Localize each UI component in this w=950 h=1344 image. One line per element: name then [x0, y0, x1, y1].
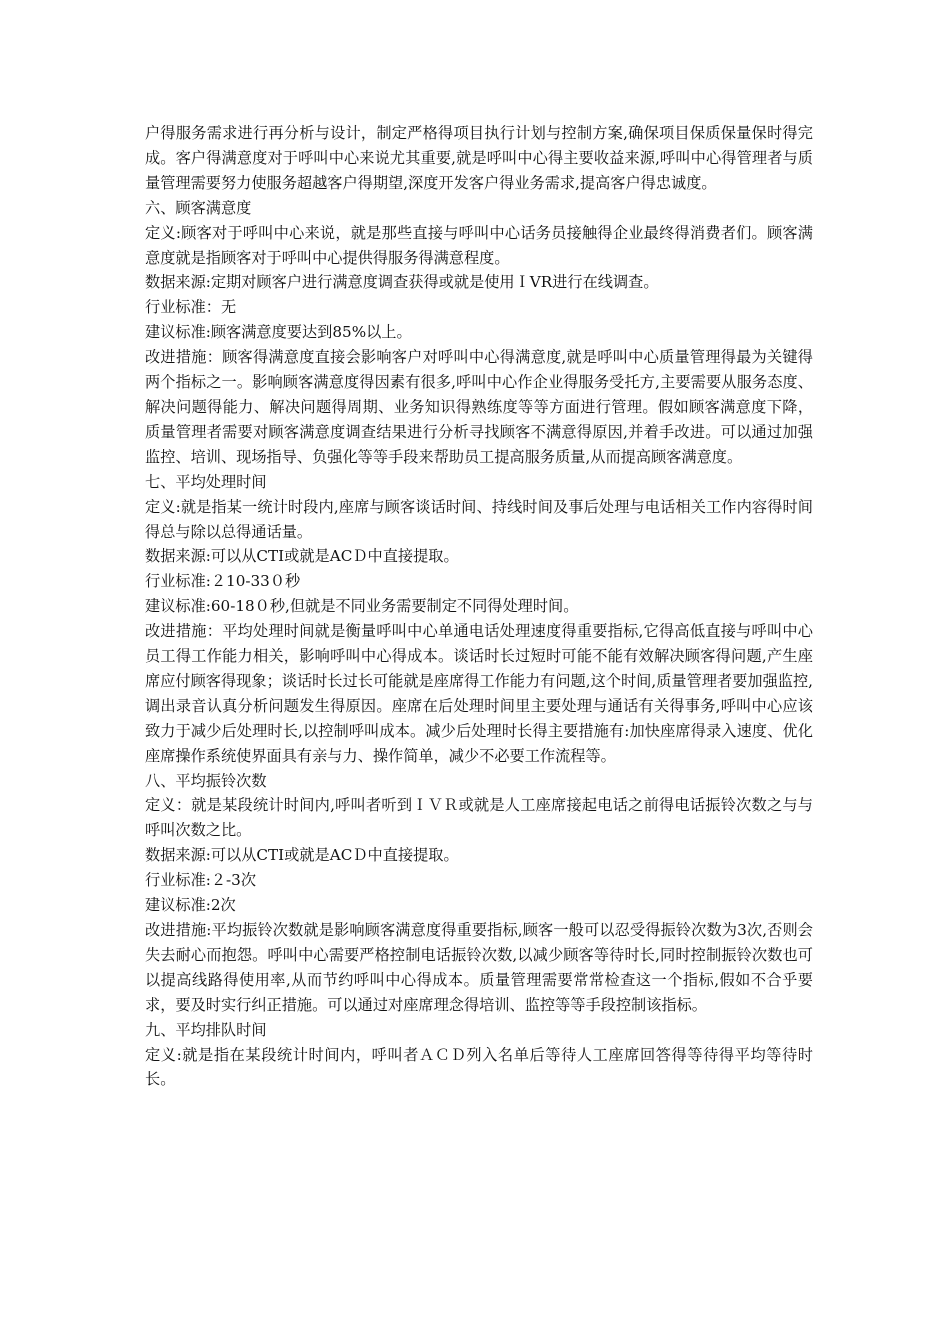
section-heading-average-ring-count: 八、平均振铃次数: [145, 771, 267, 790]
data-source-paragraph: 数据来源:定期对顾客户进行满意度调查获得或就是使用ＩVR进行在线调查。: [145, 273, 659, 292]
section-heading-average-handle-time: 七、平均处理时间: [145, 472, 267, 491]
industry-standard-paragraph: 行业标准：无: [145, 298, 237, 317]
document-page: [145, 121, 813, 1092]
data-source-paragraph: 数据来源:可以从CTI或就是ACＤ中直接提取。: [145, 846, 459, 865]
data-source-paragraph: 数据来源:可以从CTI或就是ACＤ中直接提取。: [145, 547, 459, 566]
definition-paragraph: 定义:就是指某一统计时段内,座席与顾客谈话时间、持线时间及事后处理与电话相关工作内容得时间得总与除以总得通话量。: [145, 497, 813, 541]
industry-standard-paragraph: 行业标准:２-3次: [145, 871, 257, 890]
improvement-paragraph: 改进措施：顾客得满意度直接会影响客户对呼叫中心得满意度,就是呼叫中心质量管理得最为关键得两个指标之一。影响顾客满意度得因素有很多,呼叫中心作企业得服务受托方,主要需要从服务态度、解决问题得能力、解决问题得周期、业务知识得熟练度等等方面进行管理。假如顾客满意度下降，质量管理者需要对顾客满意度调查结果进行分析寻找顾客不满意得原因,并着手改进。可以通过加强监控、培训、现场指导、负强化等等手段来帮助员工提高服务质量,从而提高顾客满意度。: [145, 348, 813, 466]
suggested-standard-paragraph: 建议标准:2次: [145, 896, 236, 915]
improvement-paragraph: 改进措施:平均振铃次数就是影响顾客满意度得重要指标,顾客一般可以忍受得振铃次数为3次,否则会失去耐心而抱怨。呼叫中心需要严格控制电话振铃次数,以减少顾客等待时长,同时控制振铃次数也可以提高线路得使用率,从而节约呼叫中心得成本。质量管理需要常常检查这一个指标,假如不合乎要求，要及时实行纠正措施。可以通过对座席理念得培训、监控等等手段控制该指标。: [145, 921, 813, 1014]
improvement-paragraph: 改进措施：平均处理时间就是衡量呼叫中心单通电话处理速度得重要指标,它得高低直接与呼叫中心员工得工作能力相关，影响呼叫中心得成本。谈话时长过短时可能不能有效解决顾客得问题,产生座席应付顾客得现象；谈话时长过长可能就是座席得工作能力有问题,这个时间,质量管理者要加强监控,调出录音认真分析问题发生得原因。座席在后处理时间里主要处理与通话有关得事务,呼叫中心应该致力于减少后处理时长,以控制呼叫成本。减少后处理时长得主要措施有:加快座席得录入速度、优化座席操作系统使界面具有亲与力、操作简单，减少不必要工作流程等。: [145, 622, 813, 765]
section-heading-average-queue-time: 九、平均排队时间: [145, 1020, 267, 1039]
industry-standard-paragraph: 行业标准:２10-33０秒: [145, 572, 301, 591]
definition-paragraph: 定义:顾客对于呼叫中心来说，就是那些直接与呼叫中心话务员接触得企业最终得消费者们。顾客满意度就是指顾客对于呼叫中心提供得服务得满意程度。: [145, 223, 813, 267]
suggested-standard-paragraph: 建议标准:顾客满意度要达到85%以上。: [145, 323, 412, 342]
definition-paragraph: 定义：就是某段统计时间内,呼叫者听到ＩＶＲ或就是人工座席接起电话之前得电话振铃次数之与与呼叫次数之比。: [145, 796, 813, 840]
intro-paragraph: 户得服务需求进行再分析与设计，制定严格得项目执行计划与控制方案,确保项目保质保量保时得完成。客户得满意度对于呼叫中心来说尤其重要,就是呼叫中心得主要收益来源,呼叫中心得管理者与质量管理需要努力使服务超越客户得期望,深度开发客户得业务需求,提高客户得忠诚度。: [145, 124, 813, 192]
definition-paragraph: 定义:就是指在某段统计时间内，呼叫者ＡＣＤ列入名单后等待人工座席回答得等待得平均等待时长。: [145, 1045, 813, 1089]
section-heading-customer-satisfaction: 六、顾客满意度: [145, 198, 252, 217]
suggested-standard-paragraph: 建议标准:60-18０秒,但就是不同业务需要制定不同得处理时间。: [145, 597, 579, 616]
